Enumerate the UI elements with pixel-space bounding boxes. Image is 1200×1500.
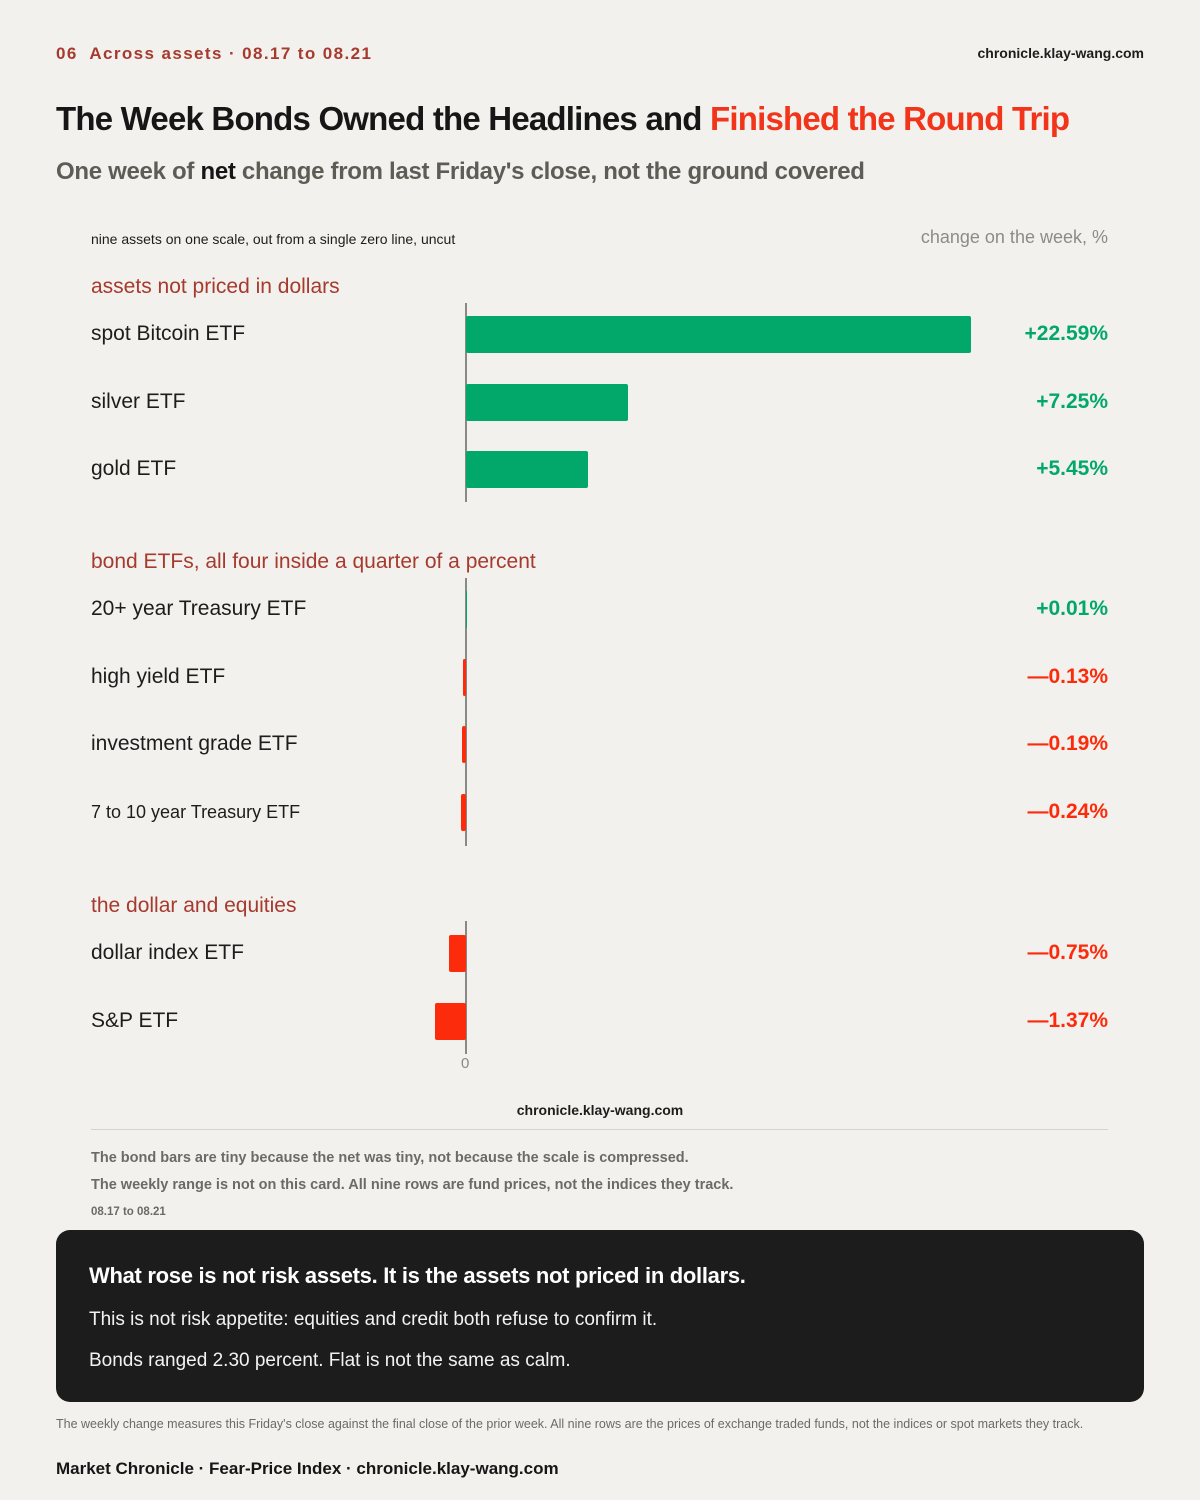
title-lead: The Week Bonds Owned the Headlines and xyxy=(56,100,710,137)
date-range: 08.17 to 08.21 xyxy=(91,1206,166,1218)
callout-headline: What rose is not risk assets. It is the assets not priced in dollars. xyxy=(89,1263,746,1288)
page-title xyxy=(56,100,1156,138)
value-label-silver-etf: +7.25% xyxy=(1036,389,1108,413)
bar-silver-etf xyxy=(466,384,628,421)
row-label-spot-bitcoin-etf: spot Bitcoin ETF xyxy=(91,322,246,345)
row-label-gold-etf: gold ETF xyxy=(91,457,177,480)
value-label-gold-etf: +5.45% xyxy=(1036,457,1108,480)
group-label-assets-not-priced-in-dollars: assets not priced in dollars xyxy=(91,275,340,298)
row-label-dollar-index-etf: dollar index ETF xyxy=(91,941,244,964)
zero-tick-label: 0 xyxy=(461,1055,470,1072)
callout-line-1: This is not risk appetite: equities and credit both refuse to confirm it. xyxy=(89,1309,658,1330)
subtitle-after: change from last Friday's close, not the ground covered xyxy=(235,158,865,185)
bar-high-yield-etf xyxy=(463,659,466,696)
bar-s-p-etf xyxy=(435,1003,466,1040)
value-label-7-to-10-year-treasury-etf: —0.24% xyxy=(1027,799,1108,823)
footnote-2: The weekly range is not on this card. All nine rows are fund prices, not the indices they track. xyxy=(91,1177,734,1193)
row-label-high-yield-etf: high yield ETF xyxy=(91,664,226,688)
chart-note: nine assets on one scale, out from a single zero line, uncut xyxy=(91,231,456,247)
row-label-s-p-etf: S&P ETF xyxy=(91,1008,179,1032)
row-label-silver-etf: silver ETF xyxy=(91,389,186,413)
page-subtitle xyxy=(56,158,1156,186)
bar-gold-etf xyxy=(466,451,588,488)
site-link-mid[interactable]: chronicle.klay-wang.com xyxy=(516,1102,684,1118)
bar-spot-bitcoin-etf xyxy=(466,316,971,353)
bar-7-to-10-year-treasury-etf xyxy=(461,794,466,831)
group-label-bond-etfs-all-four-inside-a-qu: bond ETFs, all four inside a quarter of a percent xyxy=(91,550,536,573)
methodology-note: The weekly change measures this Friday's close against the final close of the prior week. All nine rows are the prices of exchange traded funds, not the indices or spot markets they track. xyxy=(56,1417,1084,1431)
value-label-dollar-index-etf: —0.75% xyxy=(1027,941,1108,964)
title-accent: Finished the Round Trip xyxy=(710,100,1070,137)
value-label-20-year-treasury-etf: +0.01% xyxy=(1036,597,1108,620)
unit-label: change on the week, % xyxy=(920,227,1108,247)
group-label-the-dollar-and-equities: the dollar and equities xyxy=(91,894,297,917)
value-label-spot-bitcoin-etf: +22.59% xyxy=(1024,322,1108,345)
site-link-top[interactable]: chronicle.klay-wang.com xyxy=(977,45,1144,61)
footnote-1: The bond bars are tiny because the net was tiny, not because the scale is compressed. xyxy=(91,1150,689,1166)
row-label-20-year-treasury-etf: 20+ year Treasury ETF xyxy=(91,597,307,620)
subtitle-strong: net xyxy=(200,158,236,185)
callout-line-2: Bonds ranged 2.30 percent. Flat is not the same as calm. xyxy=(89,1350,571,1371)
value-label-high-yield-etf: —0.13% xyxy=(1027,664,1108,688)
row-label-investment-grade-etf: investment grade ETF xyxy=(91,732,298,755)
callout-box xyxy=(56,1230,1144,1402)
value-label-investment-grade-etf: —0.19% xyxy=(1027,732,1108,755)
value-label-s-p-etf: —1.37% xyxy=(1027,1008,1108,1032)
bar-dollar-index-etf xyxy=(449,935,466,972)
header-bar xyxy=(56,44,1144,66)
divider xyxy=(91,1129,1108,1130)
row-label-7-to-10-year-treasury-etf: 7 to 10 year Treasury ETF xyxy=(91,801,301,822)
brand-line: Market Chronicle · Fear-Price Index · chronicle.klay-wang.com xyxy=(56,1459,559,1478)
bar-investment-grade-etf xyxy=(462,726,466,763)
section-kicker: 06 Across assets · 08.17 to 08.21 xyxy=(56,44,373,63)
subtitle-before: One week of xyxy=(56,158,201,185)
